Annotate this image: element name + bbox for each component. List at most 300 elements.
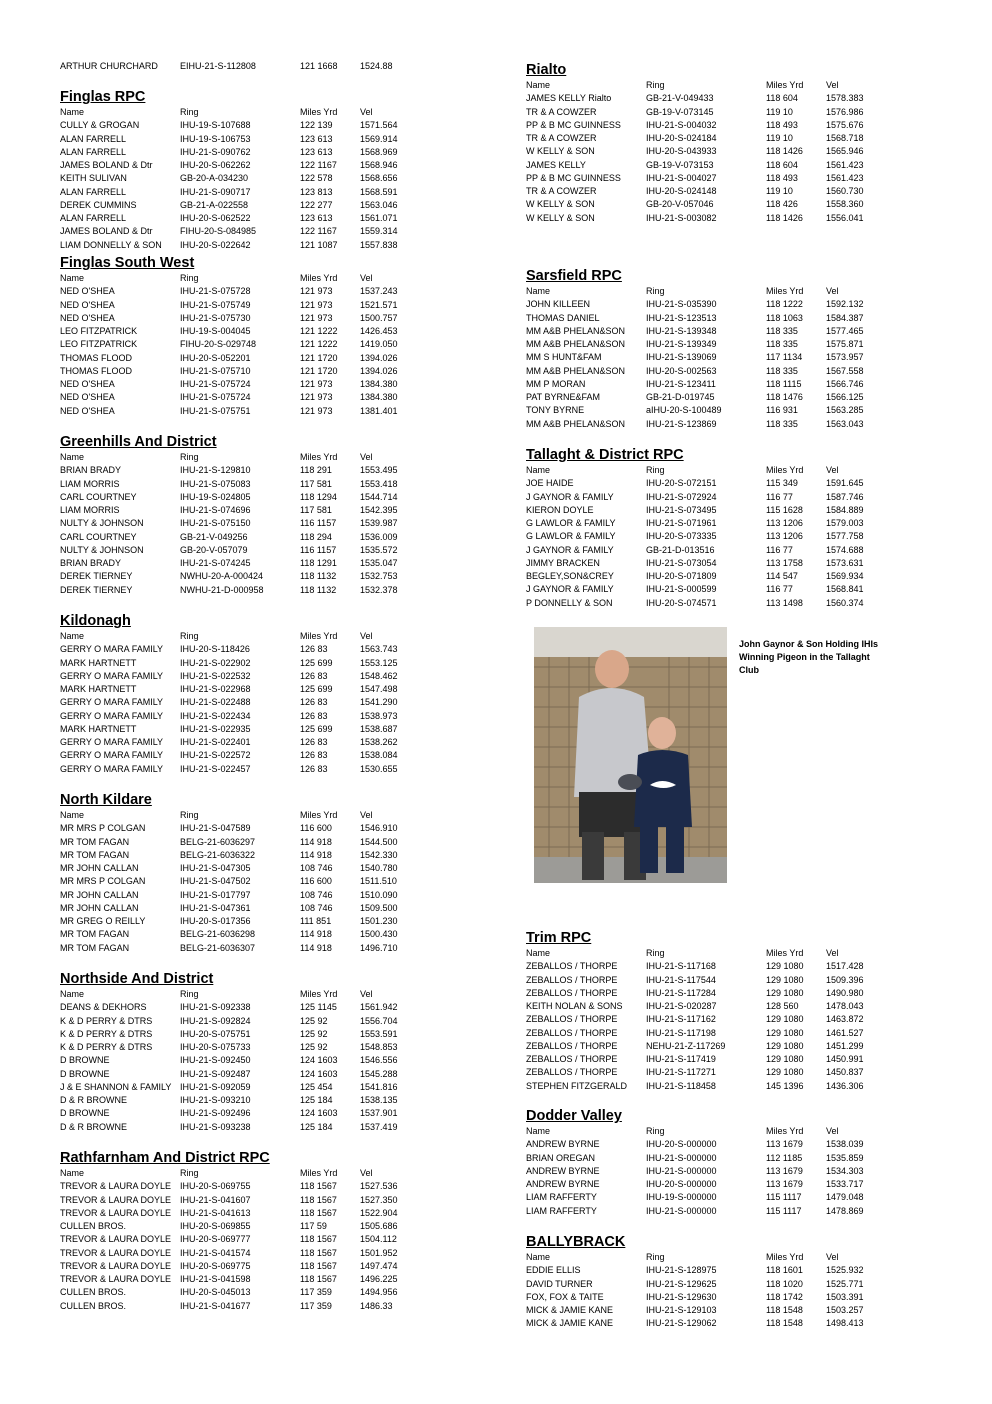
- flyer-name: DEREK TIERNEY: [60, 584, 133, 595]
- ring-column-header: Ring: [646, 1126, 665, 1136]
- distance: 118 1132: [300, 584, 337, 595]
- velocity: 1538.973: [360, 710, 398, 721]
- ring-number: GB-21-D-019745: [646, 392, 715, 402]
- ring-number: IHU-21-S-092338: [180, 1002, 251, 1013]
- distance: 126 83: [300, 644, 328, 655]
- flyer-name: DAVID TURNER: [526, 1278, 593, 1289]
- velocity: 1539.987: [360, 518, 398, 529]
- ring-number: IHU-21-S-072924: [646, 491, 717, 502]
- table-row: [60, 1286, 500, 1299]
- distance: 125 92: [300, 1028, 328, 1039]
- flyer-name: CULLEN BROS.: [60, 1287, 127, 1298]
- distance: 123 813: [300, 186, 333, 197]
- ring-number: IHU-21-S-000000: [646, 1205, 717, 1216]
- table-row: [526, 145, 966, 158]
- table-row: [60, 1081, 500, 1094]
- velocity: 1500.757: [360, 312, 398, 323]
- velocity: 1561.423: [826, 159, 864, 170]
- table-row: [60, 1247, 500, 1260]
- flyer-name: K & D PERRY & DTRS: [60, 1042, 153, 1052]
- flyer-name: GERRY O MARA FAMILY: [60, 750, 164, 761]
- distance: 119 10: [766, 186, 793, 196]
- ring-number: IHU-20-S-071809: [646, 571, 717, 581]
- velocity: 1592.132: [826, 299, 864, 310]
- flyer-name: MM S HUNT&FAM: [526, 352, 602, 363]
- velocity: 1533.717: [826, 1179, 864, 1189]
- distance: 118 1548: [766, 1305, 803, 1315]
- table-row: [526, 378, 966, 391]
- velocity: 1532.378: [360, 584, 398, 595]
- velocity: 1559.314: [360, 226, 398, 237]
- flyer-name: KIERON DOYLE: [526, 504, 594, 515]
- ring-number: IHU-21-S-139069: [646, 352, 717, 363]
- velocity: 1545.288: [360, 1068, 398, 1079]
- ring-number: IHU-21-S-022902: [180, 657, 251, 668]
- table-row: [60, 352, 500, 365]
- table-row: [60, 1273, 500, 1286]
- top-result-row: [60, 60, 500, 73]
- club-title: North Kildare: [60, 792, 152, 808]
- table-row: [60, 1107, 500, 1120]
- distance: 111 851: [300, 916, 332, 926]
- table-row: [60, 544, 500, 557]
- miles-column-header: Miles Yrd: [300, 452, 338, 462]
- flyer-name: LIAM DONNELLY & SON: [60, 239, 162, 250]
- flyer-name: NED O'SHEA: [60, 299, 115, 310]
- table-row: [60, 464, 500, 477]
- table-row: [60, 133, 500, 146]
- name-column-header: Name: [526, 80, 551, 90]
- table-row: [60, 531, 500, 544]
- distance: 118 335: [766, 339, 798, 349]
- velocity: 1535.859: [826, 1152, 864, 1163]
- velocity: 1535.047: [360, 558, 398, 568]
- distance: 125 454: [300, 1081, 333, 1092]
- distance: 129 1080: [766, 1067, 804, 1078]
- flyer-name: JAMES KELLY: [526, 159, 586, 170]
- ring-number: IHU-21-S-129810: [180, 465, 251, 476]
- table-row: [526, 1066, 966, 1079]
- table-row: [526, 198, 966, 211]
- flyer-name: LIAM MORRIS: [60, 505, 120, 515]
- club-block-kildonagh: [60, 612, 500, 776]
- distance: 117 581: [300, 478, 332, 489]
- distance: 108 746: [300, 863, 333, 873]
- table-row: [526, 1138, 966, 1151]
- velocity: 1463.872: [826, 1014, 864, 1025]
- flyer-name: GERRY O MARA FAMILY: [60, 670, 164, 681]
- flyer-name: NED O'SHEA: [60, 405, 115, 416]
- table-row: [526, 159, 966, 172]
- table-row: [526, 1053, 966, 1066]
- velocity: 1496.225: [360, 1274, 398, 1284]
- flyer-name: STEPHEN FITZGERALD: [526, 1080, 628, 1091]
- distance: 145 1396: [766, 1080, 804, 1091]
- velocity: 1510.090: [360, 889, 398, 900]
- name-column-header: Name: [60, 989, 85, 999]
- distance: 121 973: [300, 286, 333, 297]
- ring-number: IHU-20-S-024184: [646, 133, 717, 143]
- ring-number: IHU-20-S-022642: [180, 239, 251, 250]
- ring-number: GB-21-D-013516: [646, 544, 715, 555]
- ring-number: IHU-20-S-017356: [180, 916, 251, 926]
- velocity: 1501.230: [360, 916, 398, 926]
- table-row: [526, 351, 966, 364]
- club-title: Rathfarnham And District RPC: [60, 1150, 270, 1166]
- club-block-northside: [60, 970, 500, 1134]
- flyer-name: JAMES KELLY Rialto: [526, 93, 612, 104]
- ring-number: IHU-21-S-022488: [180, 697, 251, 708]
- distance: 117 359: [300, 1287, 332, 1298]
- velocity: 1541.290: [360, 697, 398, 708]
- table-row: [526, 391, 966, 404]
- flyer-name: LEO FITZPATRICK: [60, 326, 138, 336]
- distance: 115 1117: [766, 1192, 802, 1203]
- table-header: [526, 947, 966, 960]
- velocity: 1501.952: [360, 1247, 398, 1258]
- velocity: 1503.391: [826, 1291, 864, 1302]
- table-row: [526, 570, 966, 583]
- velocity: 1504.112: [360, 1234, 397, 1245]
- distance: 118 493: [766, 119, 798, 130]
- table-row: [526, 1304, 966, 1317]
- flyer-name: G LAWLOR & FAMILY: [526, 531, 616, 542]
- table-row: [60, 915, 500, 928]
- miles-column-header: Miles Yrd: [766, 948, 804, 958]
- velocity: 1553.591: [360, 1028, 398, 1039]
- velocity-column-header: Vel: [826, 948, 839, 958]
- ring-number: IHU-19-S-000000: [646, 1192, 717, 1203]
- ring-number: IHU-20-S-000000: [646, 1139, 717, 1150]
- distance: 114 918: [300, 942, 332, 953]
- table-row: [526, 491, 966, 504]
- velocity: 1573.957: [826, 352, 864, 363]
- ring-number: IHU-21-S-003082: [646, 212, 717, 223]
- velocity: 1553.495: [360, 465, 398, 476]
- flyer-name: ALAN FARRELL: [60, 133, 127, 144]
- name-column-header: Name: [526, 465, 551, 475]
- table-row: [60, 657, 500, 670]
- flyer-name: KEITH SULIVAN: [60, 173, 127, 184]
- flyer-name: ZEBALLOS / THORPE: [526, 1040, 618, 1051]
- ring-number: IHU-21-S-017797: [180, 889, 251, 900]
- velocity: 1538.039: [826, 1139, 864, 1150]
- ring-number: IHU-21-S-073054: [646, 557, 717, 568]
- velocity-column-header: Vel: [826, 1126, 839, 1136]
- ring-number: GB-20-V-057079: [180, 544, 248, 555]
- miles-column-header: Miles Yrd: [766, 1126, 804, 1136]
- miles-column-header: Miles Yrd: [300, 107, 338, 117]
- distance: 118 1426: [766, 146, 803, 157]
- table-row: [526, 530, 966, 543]
- velocity-column-header: Vel: [826, 80, 839, 90]
- ring-number: IHU-21-S-117544: [646, 974, 716, 985]
- ring-number: IHU-21-S-092450: [180, 1055, 251, 1066]
- ring-number: BELG-21-6036307: [180, 942, 256, 953]
- table-row: [60, 902, 500, 915]
- velocity: 1478.869: [826, 1205, 864, 1216]
- distance: 118 1567: [300, 1207, 337, 1218]
- distance: 113 1679: [766, 1179, 803, 1189]
- flyer-name: NED O'SHEA: [60, 286, 115, 297]
- velocity: 1498.413: [826, 1318, 864, 1329]
- club-block-tallaght: [526, 446, 966, 610]
- distance: 118 1222: [766, 299, 803, 310]
- table-row: [526, 298, 966, 311]
- velocity: 1500.430: [360, 929, 398, 940]
- velocity: 1509.500: [360, 902, 398, 913]
- table-row: [60, 159, 500, 172]
- velocity: 1450.837: [826, 1067, 864, 1078]
- distance: 117 59: [300, 1221, 327, 1231]
- distance: 129 1080: [766, 961, 804, 972]
- table-row: [60, 239, 500, 252]
- flyer-name: GERRY O MARA FAMILY: [60, 710, 164, 721]
- club-block-trim: [526, 929, 966, 1093]
- velocity: 1563.743: [360, 644, 398, 655]
- velocity: 1575.871: [826, 339, 864, 349]
- flyer-name: J GAYNOR & FAMILY: [526, 544, 614, 555]
- table-row: [526, 583, 966, 596]
- distance: 122 139: [300, 120, 333, 131]
- table-row: [60, 1220, 500, 1233]
- name-column-header: Name: [526, 286, 551, 296]
- table-row: [60, 504, 500, 517]
- club-title: Dodder Valley: [526, 1108, 622, 1124]
- velocity: 1568.591: [360, 186, 398, 197]
- velocity-column-header: Vel: [360, 631, 373, 641]
- club-block-finglas: [60, 88, 500, 252]
- velocity: 1568.946: [360, 160, 398, 170]
- table-row: [526, 92, 966, 105]
- name-column-header: Name: [60, 273, 85, 283]
- ring-number: IHU-21-S-071961: [646, 518, 717, 528]
- velocity: 1563.285: [826, 405, 864, 416]
- flyer-name: TREVOR & LAURA DOYLE: [60, 1260, 172, 1271]
- club-title: Finglas RPC: [60, 89, 146, 105]
- ring-number: IHU-20-S-072151: [646, 478, 717, 489]
- velocity: 1579.003: [826, 518, 864, 528]
- distance: 118 1567: [300, 1260, 337, 1271]
- distance: 121 1087: [300, 239, 338, 250]
- distance: 121 973: [300, 379, 333, 389]
- ring-number: IHU-21-S-090762: [180, 146, 251, 157]
- ring-number: IHU-21-S-075728: [180, 286, 251, 297]
- table-row: [526, 477, 966, 490]
- photo-caption: John Gaynor & Son Holding IHIs Winning Pigeon in the Tallaght Club: [739, 639, 879, 675]
- table-row: [60, 212, 500, 225]
- velocity: 1419.050: [360, 339, 398, 350]
- ring-number: IHU-21-S-117162: [646, 1014, 716, 1025]
- ring-number: IHU-21-S-123513: [646, 312, 717, 323]
- velocity: 1561.071: [360, 213, 398, 223]
- velocity: 1576.986: [826, 106, 864, 117]
- table-row: [526, 325, 966, 338]
- ring-number: FIHU-20-S-029748: [180, 339, 257, 350]
- velocity: 1578.383: [826, 93, 864, 104]
- flyer-name: CULLY & GROGAN: [60, 120, 140, 131]
- flyer-name: TREVOR & LAURA DOYLE: [60, 1274, 172, 1284]
- flyer-name: JAMES BOLAND & Dtr: [60, 226, 153, 237]
- flyer-name: CULLEN BROS.: [60, 1221, 127, 1231]
- velocity: 1511.510: [360, 876, 397, 887]
- flyer-name: D & R BROWNE: [60, 1121, 128, 1132]
- ring-number: IHU-21-S-092824: [180, 1015, 251, 1026]
- miles-column-header: Miles Yrd: [300, 1168, 338, 1178]
- flyer-name: BRIAN BRADY: [60, 465, 122, 476]
- ring-number: IHU-21-S-093238: [180, 1121, 251, 1132]
- distance: 114 918: [300, 929, 332, 940]
- flyer-name: ZEBALLOS / THORPE: [526, 1054, 618, 1064]
- flyer-name: JOE HAIDE: [526, 478, 574, 489]
- velocity: 1568.969: [360, 146, 398, 157]
- flyer-name: MR JOHN CALLAN: [60, 902, 139, 913]
- flyer-name: CULLEN BROS.: [60, 1300, 127, 1311]
- velocity: 1436.306: [826, 1080, 864, 1091]
- velocity: 1538.084: [360, 750, 398, 761]
- name-column-header: Name: [60, 810, 85, 820]
- table-row: [60, 1001, 500, 1014]
- flyer-name: MM P MORAN: [526, 378, 586, 389]
- ring-number: IHU-20-S-069755: [180, 1181, 251, 1192]
- ring-number: IHU-20-S-069855: [180, 1221, 251, 1231]
- velocity: 1496.710: [360, 942, 398, 953]
- table-row: [60, 146, 500, 159]
- ring-number: IHU-20-S-052201: [180, 352, 251, 363]
- flyer-name: TREVOR & LAURA DOYLE: [60, 1207, 172, 1218]
- velocity-column-header: Vel: [826, 286, 839, 296]
- ring-number: IHU-20-S-045013: [180, 1287, 251, 1298]
- distance: 125 184: [300, 1095, 333, 1105]
- flyer-name: THOMAS FLOOD: [60, 352, 133, 363]
- distance: 114 918: [300, 849, 332, 860]
- ring-column-header: Ring: [180, 107, 199, 117]
- table-header: [526, 1125, 966, 1138]
- flyer-name: LEO FITZPATRICK: [60, 339, 138, 350]
- table-row: [60, 225, 500, 238]
- distance: 129 1080: [766, 1014, 804, 1025]
- table-row: [526, 212, 966, 225]
- velocity: 1584.889: [826, 504, 864, 515]
- distance: 121 973: [300, 312, 333, 323]
- table-row: [60, 491, 500, 504]
- velocity: 1461.527: [826, 1027, 864, 1038]
- ring-number: IHU-20-S-062262: [180, 160, 251, 170]
- distance: 116 77: [766, 491, 793, 502]
- velocity: 1546.910: [360, 823, 398, 834]
- table-row: [526, 1191, 966, 1204]
- table-row: [526, 517, 966, 530]
- table-row: [526, 172, 966, 185]
- distance: 118 1294: [300, 491, 337, 502]
- flyer-name: MARK HARTNETT: [60, 684, 137, 694]
- ring-number: IHU-21-S-022935: [180, 723, 251, 734]
- table-row: [526, 1040, 966, 1053]
- distance: 122 578: [300, 173, 333, 184]
- distance: 126 83: [300, 750, 328, 761]
- velocity: 1561.423: [826, 172, 864, 183]
- name-column-header: Name: [60, 1168, 85, 1178]
- distance: 108 746: [300, 902, 333, 913]
- velocity: 1548.853: [360, 1042, 398, 1052]
- flyer-name: THOMAS DANIEL: [526, 312, 600, 323]
- flyer-name: D BROWNE: [60, 1055, 110, 1066]
- velocity: 1394.026: [360, 352, 398, 363]
- flyer-name: JAMES BOLAND & Dtr: [60, 160, 153, 170]
- velocity: 1565.946: [826, 146, 864, 157]
- distance: 118 1291: [300, 558, 337, 568]
- flyer-name: MR MRS P COLGAN: [60, 876, 146, 887]
- table-row: [526, 1291, 966, 1304]
- flyer-name: ZEBALLOS / THORPE: [526, 987, 618, 998]
- distance: 115 1117: [766, 1205, 802, 1216]
- ring-number: IHU-21-S-075150: [180, 518, 251, 529]
- velocity: 1451.299: [826, 1040, 864, 1051]
- ring-number: IHU-21-S-129625: [646, 1278, 717, 1289]
- flyer-name: ANDREW BYRNE: [526, 1179, 600, 1189]
- table-row: [60, 325, 500, 338]
- flyer-name: D & R BROWNE: [60, 1095, 128, 1105]
- name-column-header: Name: [526, 1252, 551, 1262]
- ring-column-header: Ring: [646, 286, 665, 296]
- flyer-name: MM A&B PHELAN&SON: [526, 325, 626, 336]
- ring-column-header: Ring: [180, 631, 199, 641]
- velocity: 1544.500: [360, 836, 398, 847]
- table-row: [60, 517, 500, 530]
- table-row: [60, 405, 500, 418]
- ring-number: IHU-21-S-041613: [180, 1207, 251, 1218]
- name-column-header: Name: [526, 948, 551, 958]
- table-row: [60, 1300, 500, 1313]
- table-row: [526, 960, 966, 973]
- distance: 114 918: [300, 836, 332, 847]
- velocity: 1490.980: [826, 987, 864, 998]
- flyer-name: W KELLY & SON: [526, 199, 595, 210]
- distance: 125 699: [300, 684, 333, 694]
- table-row: [60, 378, 500, 391]
- table-row: [60, 670, 500, 683]
- table-row: [526, 404, 966, 417]
- distance: 112 1185: [766, 1152, 803, 1163]
- distance: 123 613: [300, 146, 333, 157]
- distance: 118 1132: [300, 571, 337, 582]
- table-row: [60, 710, 500, 723]
- velocity-column-header: Vel: [360, 107, 373, 117]
- velocity: 1563.043: [826, 418, 864, 429]
- ring-number: IHU-21-S-128975: [646, 1265, 717, 1276]
- ring-number: IHU-21-S-075724: [180, 392, 251, 403]
- club-title: Kildonagh: [60, 613, 131, 629]
- ring-number: IHU-21-S-000000: [646, 1165, 717, 1176]
- distance: 108 746: [300, 889, 333, 900]
- ring-number: IHU-20-S-074571: [646, 597, 717, 608]
- ring-number: IHU-20-S-000000: [646, 1179, 717, 1189]
- distance: 115 1628: [766, 504, 803, 515]
- velocity: 1575.676: [826, 119, 864, 130]
- velocity-column-header: Vel: [360, 452, 373, 462]
- club-title: Finglas South West: [60, 255, 195, 271]
- ring-number: IHU-21-S-090717: [180, 186, 251, 197]
- table-header: [60, 1167, 500, 1180]
- table-row: [60, 928, 500, 941]
- velocity: 1505.686: [360, 1221, 398, 1231]
- table-row: [60, 862, 500, 875]
- table-row: [60, 584, 500, 597]
- velocity: 1527.350: [360, 1194, 398, 1205]
- miles-column-header: Miles Yrd: [300, 810, 338, 820]
- club-block-rialto: [526, 61, 966, 225]
- flyer-name: JOHN KILLEEN: [526, 299, 591, 310]
